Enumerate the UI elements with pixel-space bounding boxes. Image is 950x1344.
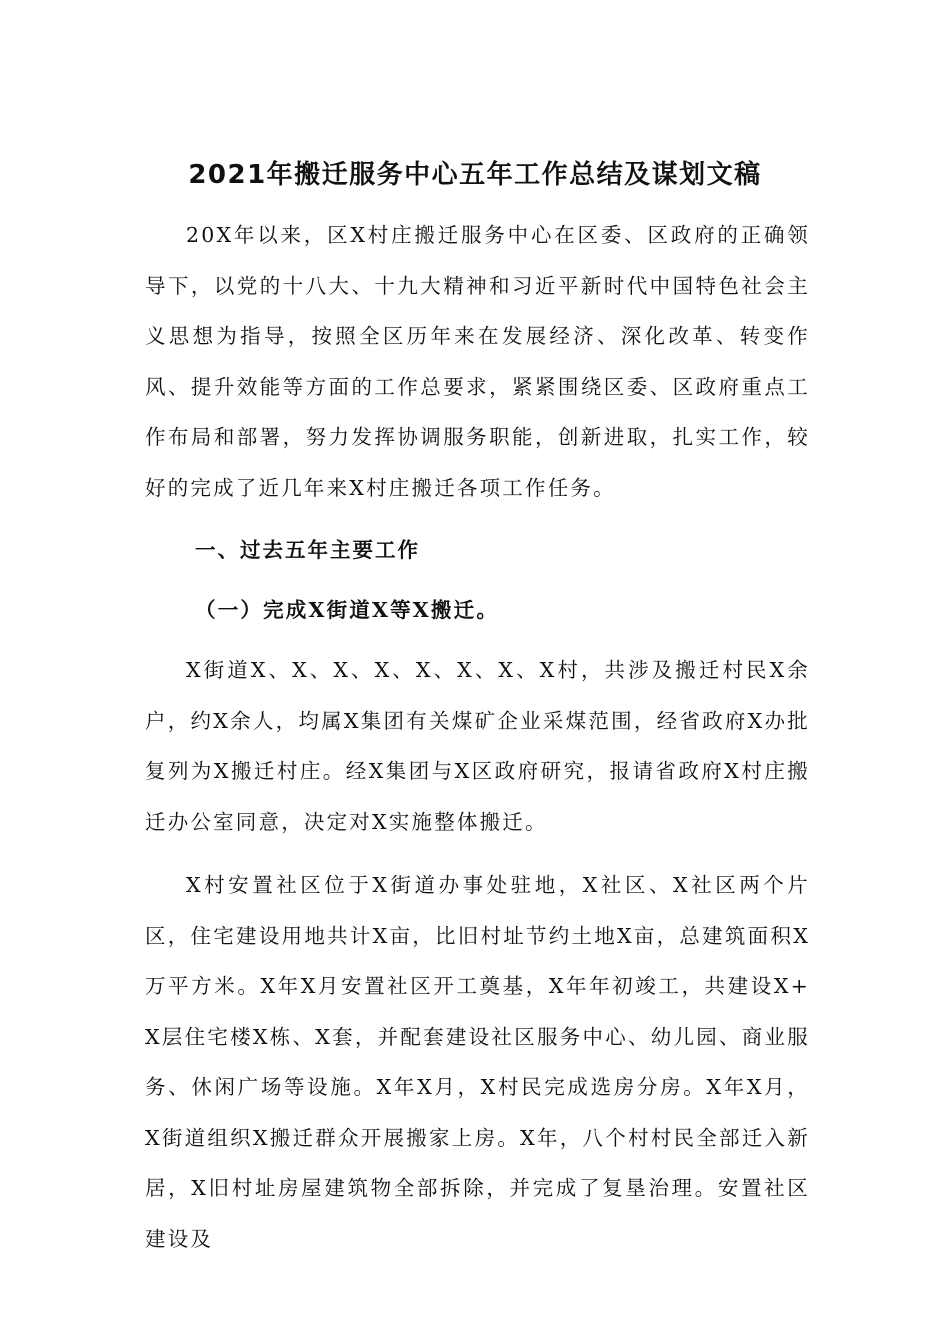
document-title: 2021年搬迁服务中心五年工作总结及谋划文稿 xyxy=(188,160,762,190)
body-paragraph-resettlement: X村安置社区位于X街道办事处驻地，X社区、X社区两个片区，住宅建设用地共计X亩，比旧村址节约土地X亩，总建筑面积X万平方米。X年X月安置社区开工奠基，X年年初竣工，共建设X+X层住宅楼X栋、X套，并配套建设社区服务中心、幼儿园、商业服务、休闲广场等设施。X年X月，X村民完成选房分房。X年X月，X街道组织X搬迁群众开展搬家上房。X年，八个村村民全部迁入新居，X旧村址房屋建筑物全部拆除，并完成了复垦治理。安置社区建设及 xyxy=(145,873,810,1251)
section-heading: 一、过去五年主要工作 xyxy=(195,538,420,562)
body-paragraph-villages: X街道X、X、X、X、X、X、X、X村，共涉及搬迁村民X余户，约X余人，均属X集团有关煤矿企业采煤范围，经省政府X办批复列为X搬迁村庄。经X集团与X区政府研究，报请省政府X村庄搬迁办公室同意，决定对X实施整体搬迁。 xyxy=(145,658,810,834)
intro-paragraph: 20X年以来，区X村庄搬迁服务中心在区委、区政府的正确领导下，以党的十八大、十九大精神和习近平新时代中国特色社会主义思想为指导，按照全区历年来在发展经济、深化改革、转变作风、提升效能等方面的工作总要求，紧紧围绕区委、区政府重点工作布局和部署，努力发挥协调服务职能，创新进取，扎实工作，较好的完成了近几年来X村庄搬迁各项工作任务。 xyxy=(145,223,810,500)
subsection-heading: （一）完成X街道X等X搬迁。 xyxy=(195,598,500,622)
